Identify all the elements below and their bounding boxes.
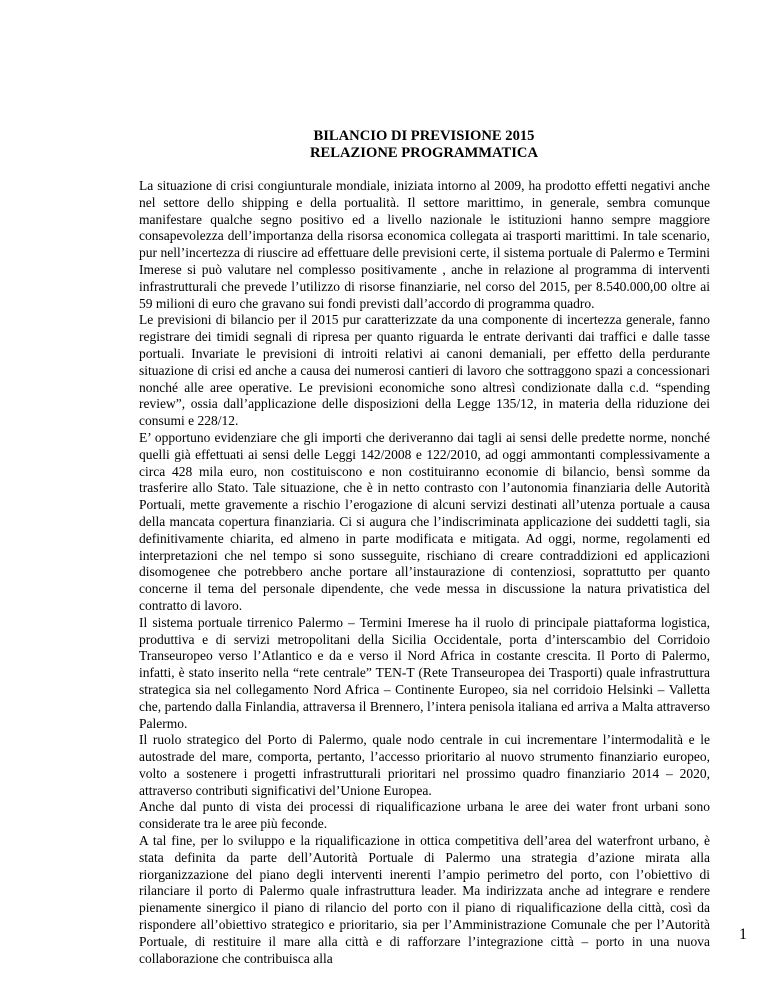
paragraph-6: Anche dal punto di vista dei processi di riqualificazione urbana le aree dei water front urbani sono considerate tra le aree più feconde. (139, 799, 710, 832)
page-number: 1 (739, 926, 747, 943)
paragraph-1: La situazione di crisi congiunturale mondiale, iniziata intorno al 2009, ha prodotto effetti negativi anche nel settore dello shipping e della portualità. Il settore marittimo, in generale, sembra comunque manifestare qualche segno positivo ed a livello nazionale le istituzioni hanno sempre maggiore consapevolezza dell’importanza della risorsa economica collegata ai trasporti marittimi. In tale scenario, pur nell’incertezza di riuscire ad effettuare delle previsioni certe, il sistema portuale di Palermo e Termini Imerese si può valutare nel complesso positivamente , anche in relazione al programma di interventi infrastrutturali che prevede l’utilizzo di risorse finanziarie, nel corso del 2015, per 8.540.000,00 oltre ai 59 milioni di euro che gravano sui fondi previsti dall’accordo di programma quadro. (139, 178, 710, 311)
paragraph-3: E’ opportuno evidenziare che gli importi che deriveranno dai tagli ai sensi delle predette norme, nonché quelli già effettuati ai sensi delle Leggi 142/2008 e 122/2010, ad oggi ammontanti complessivamente a circa 428 mila euro, non costituiscono e non costituiranno economie di bilancio, bensì somme da trasferire allo Stato. Tale situazione, che è in netto contrasto con l’autonomia finanziaria delle Autorità Portuali, mette gravemente a rischio l’erogazione di alcuni servizi destinati all’utenza portuale a causa della mancata copertura finanziaria. Ci si augura che l’indiscriminata applicazione dei suddetti tagli, sia definitivamente chiarita, ed almeno in parte modificata e mitigata. Ad oggi, norme, regolamenti ed interpretazioni che nel tempo si sono susseguite, rischiano di creare contraddizioni ed applicazioni disomogenee che potrebbero anche portare all’instaurazione di contenziosi, soprattutto per quanto concerne il tema del personale dipendente, che vede messa in discussione la natura privatistica del contratto di lavoro. (139, 429, 710, 613)
title-line-2: RELAZIONE PROGRAMMATICA (310, 145, 538, 161)
paragraph-5: Il ruolo strategico del Porto di Palermo, quale nodo centrale in cui incrementare l’intermodalità e le autostrade del mare, comporta, pertanto, l’accesso prioritario al nuovo strumento finanziario europeo, volto a sostenere i progetti infrastrutturali prioritari nel prossimo quadro finanziario 2014 – 2020, attraverso contributi significativi del’Unione Europea. (139, 732, 710, 798)
paragraph-2: Le previsioni di bilancio per il 2015 pur caratterizzate da una componente di incertezza generale, fanno registrare dei timidi segnali di ripresa per quanto riguarda le entrate derivanti dai traffici e dalle tasse portuali. Invariate le previsioni di introiti relativi ai canoni demaniali, per effetto della perdurante situazione di crisi ed anche a causa dei numerosi cantieri di lavoro che sottraggono spazi a concessionari nonché alle aree operative. Le previsioni economiche sono altresì condizionate dalla c.d. “spending review”, ossia dall’applicazione delle disposizioni della Legge 135/12, in materia della riduzione dei consumi e 228/12. (139, 312, 710, 429)
paragraph-7: A tal fine, per lo sviluppo e la riqualificazione in ottica competitiva dell’area del waterfront urbano, è stata definita da parte dell’Autorità Portuale di Palermo una strategia d’azione mirata alla riorganizzazione del piano degli interventi inerenti l’ampio perimetro del porto, con l’obiettivo di rilanciare il porto di Palermo quale infrastruttura leader. Ma indirizzata anche ad integrare e rendere pienamente sinergico il piano di rilancio del porto con il piano di riqualificazione della città, così da rispondere all’obiettivo strategico e prioritario, sia per l’Amministrazione Comunale che per l’Autorità Portuale, di restituire il mare alla città e di rafforzare l’integrazione città – porto in una nuova collaborazione che contribuisca alla (139, 833, 710, 966)
document-title (139, 128, 709, 162)
title-line-1: BILANCIO DI PREVISIONE 2015 (313, 128, 535, 144)
body-text (139, 178, 710, 967)
paragraph-4: Il sistema portuale tirrenico Palermo – Termini Imerese ha il ruolo di principale piattaforma logistica, produttiva e di servizi metropolitani della Sicilia Occidentale, porta d’interscambio del Corridoio Transeuropeo verso l’Atlantico e da e verso il Nord Africa in costante crescita. Il Porto di Palermo, infatti, è stato inserito nella “rete centrale” TEN-T (Rete Transeuropea dei Trasporti) quale infrastruttura strategica sia nel collegamento Nord Africa – Continente Europeo, sia nel corridoio Helsinki – Valletta che, partendo dalla Finlandia, attraversa il Brennero, l’intera penisola italiana ed arriva a Malta attraverso Palermo. (139, 614, 710, 731)
